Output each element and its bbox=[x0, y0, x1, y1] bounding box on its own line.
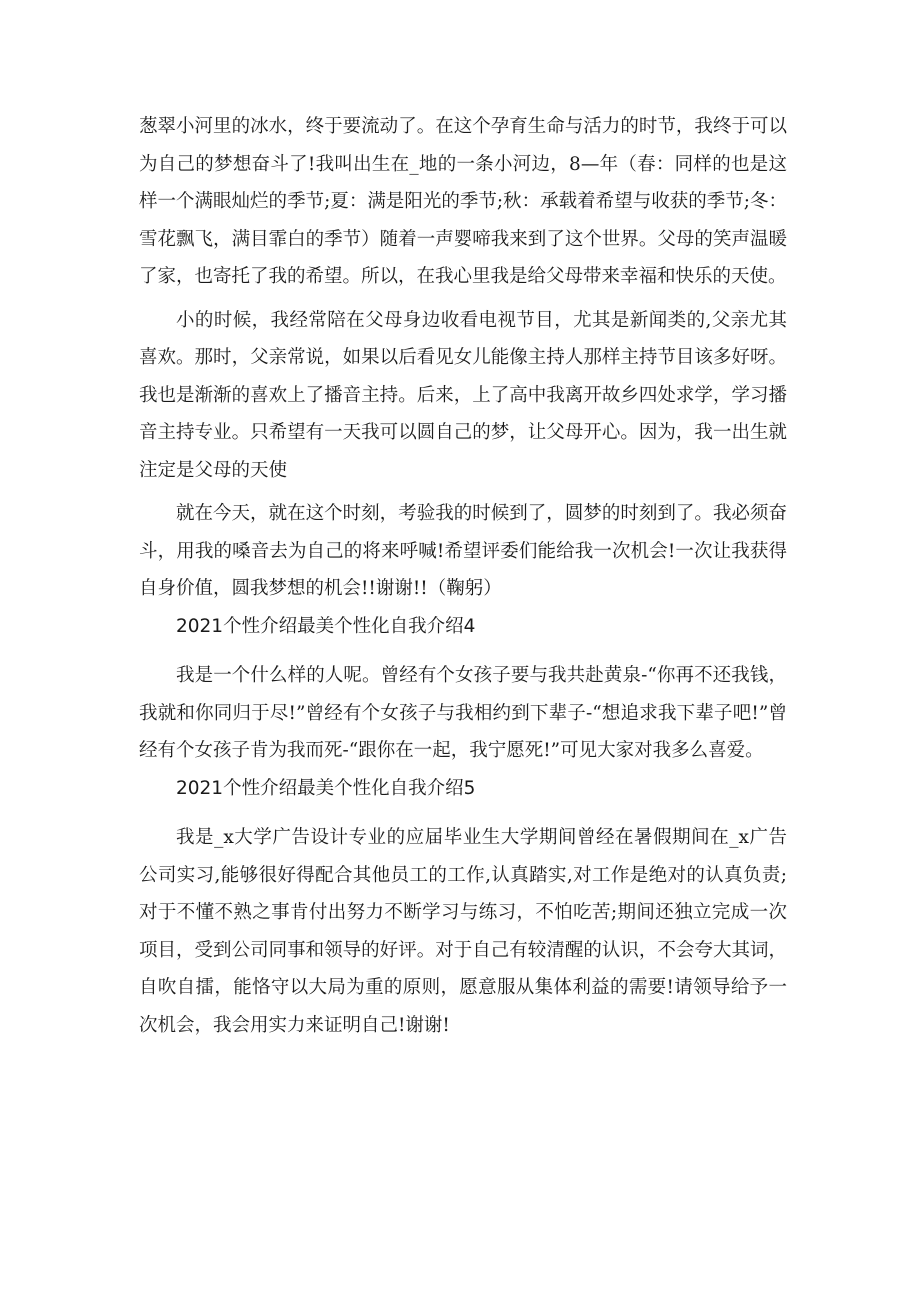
paragraph-birth-story: 葱翠小河里的冰水，终于要流动了。在这个孕育生命与活力的时节，我终于可以为自己的梦想奋斗了!我叫出生在_地的一条小河边，8—年（春：同样的也是这样一个满眼灿烂的季节;夏：满是阳光的季节;秋：承载着希望与收获的季节;冬：雪花飘飞，满目霏白的季节）随着一声婴啼我来到了这个世界。父母的笑声温暖了家，也寄托了我的希望。所以，在我心里我是给父母带来幸福和快乐的天使。 bbox=[139, 116, 787, 287]
paragraph-today: 就在今天，就在这个时刻，考验我的时候到了，圆梦的时刻到了。我必须奋斗，用我的嗓音去为自己的将来呼喊!希望评委们能给我一次机会!一次让我获得自身价值，圆我梦想的机会!!谢谢!!（鞠躬） bbox=[139, 503, 787, 599]
paragraph-graduate-intro: 我是_x大学广告设计专业的应届毕业生大学期间曾经在暑假期间在_x广告公司实习,能够很好得配合其他员工的工作,认真踏实,对工作是绝对的认真负责;对于不懂不熟之事肯付出努力不断学习与练习，不怕吃苦;期间还独立完成一次项目，受到公司同事和领导的好评。对于自己有较清醒的认识，不会夸大其词，自吹自擂，能恪守以大局为重的原则，愿意服从集体利益的需要!请领导给予一次机会，我会用实力来证明自己!谢谢! bbox=[139, 827, 787, 1036]
paragraph-what-kind-of-person: 我是一个什么样的人呢。曾经有个女孩子要与我共赴黄泉-“你再不还我钱，我就和你同归于尽!”曾经有个女孩子与我相约到下辈子-“想追求我下辈子吧!”曾经有个女孩子肯为我而死-“跟你在一起，我宁愿死!”可见大家对我多么喜爱。 bbox=[139, 665, 787, 761]
paragraph-childhood: 小的时候，我经常陪在父母身边收看电视节目，尤其是新闻类的,父亲尤其喜欢。那时，父亲常说，如果以后看见女儿能像主持人那样主持节目该多好呀。我也是渐渐的喜欢上了播音主持。后来，上了高中我离开故乡四处求学，学习播音主持专业。只希望有一天我可以圆自己的梦，让父母开心。因为，我一出生就注定是父母的天使 bbox=[139, 309, 787, 481]
section-heading-5: 2021个性介绍最美个性化自我介绍5 bbox=[176, 777, 476, 799]
section-heading-4: 2021个性介绍最美个性化自我介绍4 bbox=[176, 615, 476, 637]
document-body bbox=[139, 108, 787, 1044]
